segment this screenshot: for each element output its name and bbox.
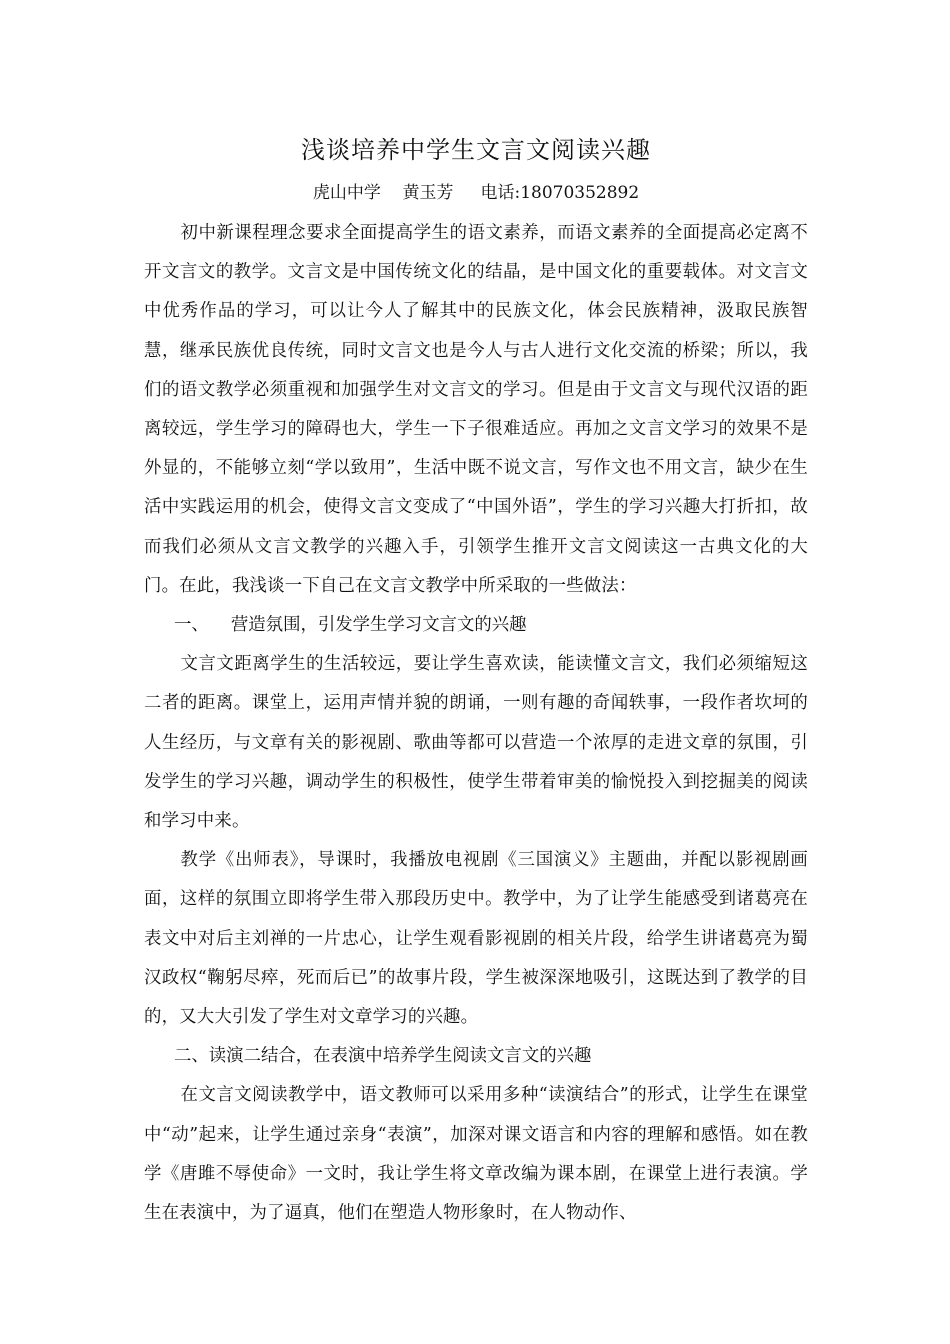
document-title: 浅谈培养中学生文言文阅读兴趣 <box>301 136 651 164</box>
paragraph-section1-b: 教学《出师表》，导课时，我播放电视剧《三国演义》主题曲，并配以影视剧画面，这样的氛围立即将学生带入那段历史中。教学中，为了让学生能感受到诸葛亮在表文中对后主刘禅的一片忠心，让学生观看影视剧的相关片段，给学生讲诸葛亮为蜀汉政权“鞠躬尽瘁，死而后已”的故事片段，学生被深深地吸引，这既达到了教学的目的，又大大引发了学生对文章学习的兴趣。 <box>144 850 808 1028</box>
document-page <box>144 128 808 1233</box>
author-byline: 虎山中学 黄玉芳 电话:18070352892 <box>312 183 640 203</box>
section-heading-2: 二、读演二结合，在表演中培养学生阅读文言文的兴趣 <box>174 1046 592 1067</box>
paragraph-section2-a: 在文言文阅读教学中，语文教师可以采用多种“读演结合”的形式，让学生在课堂中“动”起来，让学生通过亲身“表演”，加深对课文语言和内容的理解和感悟。如在教学《唐雎不辱使命》一文时，我让学生将文章改编为课本剧，在课堂上进行表演。学生在表演中，为了逼真，他们在塑造人物形象时，在人物动作、 <box>144 1085 808 1224</box>
section-heading-1: 一、 营造氛围，引发学生学习文言文的兴趣 <box>174 615 527 636</box>
paragraph-intro: 初中新课程理念要求全面提高学生的语文素养，而语文素养的全面提高必定离不开文言文的教学。文言文是中国传统文化的结晶，是中国文化的重要载体。对文言文中优秀作品的学习，可以让今人了解其中的民族文化，体会民族精神，汲取民族智慧，继承民族优良传统，同时文言文也是今人与古人进行文化交流的桥梁；所以，我们的语文教学必须重视和加强学生对文言文的学习。但是由于文言文与现代汉语的距离较远，学生学习的障碍也大，学生一下子很难适应。再加之文言文学习的效果不是外显的，不能够立刻“学以致用”，生活中既不说文言，写作文也不用文言，缺少在生活中实践运用的机会，使得文言文变成了“中国外语”，学生的学习兴趣大打折扣，故而我们必须从文言文教学的兴趣入手，引领学生推开文言文阅读这一古典文化的大门。在此，我浅谈一下自己在文言文教学中所采取的一些做法： <box>144 223 808 596</box>
paragraph-section1-a: 文言文距离学生的生活较远，要让学生喜欢读，能读懂文言文，我们必须缩短这二者的距离。课堂上，运用声情并貌的朗诵，一则有趣的奇闻轶事，一段作者坎坷的人生经历，与文章有关的影视剧、歌曲等都可以营造一个浓厚的走进文章的氛围，引发学生的学习兴趣，调动学生的积极性，使学生带着审美的愉悦投入到挖掘美的阅读和学习中来。 <box>144 654 808 832</box>
